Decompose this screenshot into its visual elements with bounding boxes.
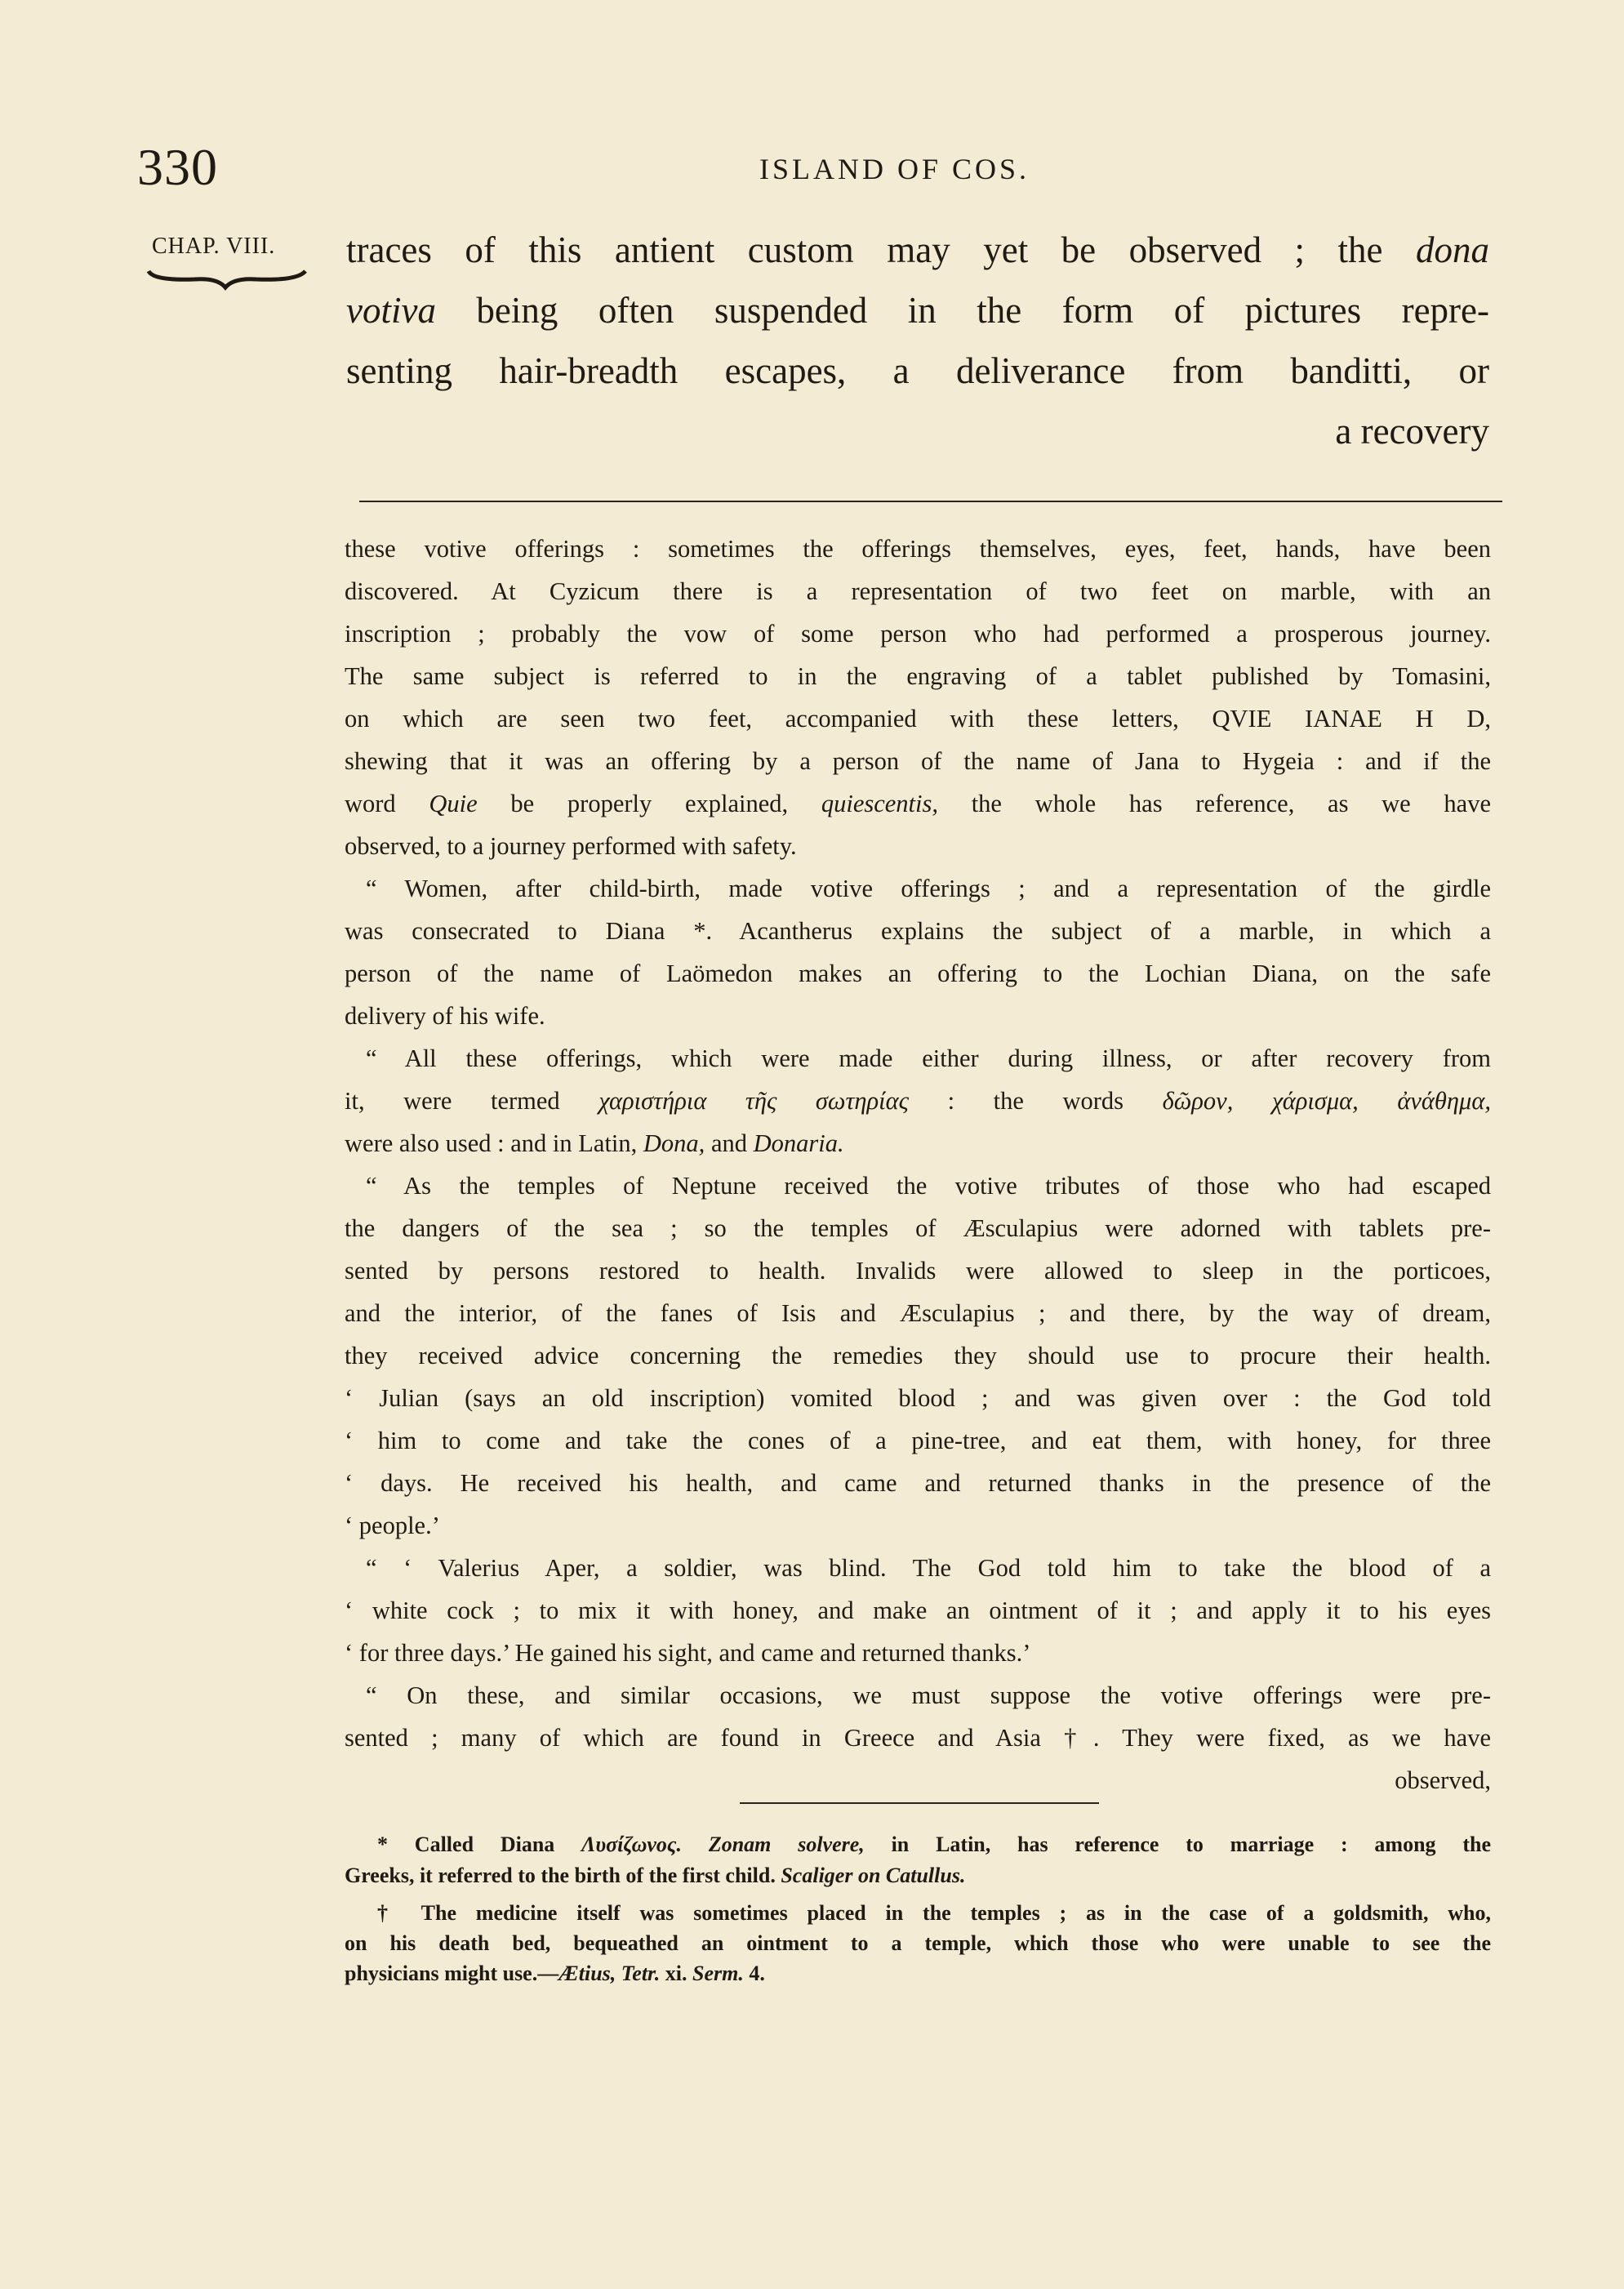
note-line-3: inscription ; probably the vow of some person who had performed a prosperous journey. bbox=[345, 620, 1491, 648]
note-line-24: ‘ people.’ bbox=[345, 1512, 440, 1539]
note-line-27: ‘ for three days.’ He gained his sight, and came and returned thanks.’ bbox=[345, 1639, 1031, 1667]
main-text-line-1: traces of this antient custom may yet be observed ; the dona bbox=[346, 229, 1489, 270]
note-line-16: “ As the temples of Neptune received the votive tributes of those who had escaped bbox=[366, 1172, 1491, 1200]
chapter-label: CHAP. VIII. bbox=[152, 234, 276, 259]
note-line-23: ‘ days. He received his health, and came and returned thanks in the presence of the bbox=[345, 1469, 1491, 1497]
chapter-brace-ornament bbox=[145, 266, 309, 294]
note-line-13: “ All these offerings, which were made either during illness, or after recovery from bbox=[366, 1044, 1491, 1072]
note-line-6: shewing that it was an offering by a person of the name of Jana to Hygeia : and if the bbox=[345, 747, 1491, 775]
note-line-8: observed, to a journey performed with safety. bbox=[345, 832, 797, 860]
note-line-5: on which are seen two feet, accompanied with these letters, QVIE IANAE H D, bbox=[345, 705, 1491, 733]
note-line-29: sented ; many of which are found in Greece and Asia †. They were fixed, as we have bbox=[345, 1724, 1491, 1752]
note-line-14: it, were termed χαριστήρια τῆς σωτηρίας : the words δῶρον, χάρισμα, ἀνάθημα, bbox=[345, 1087, 1491, 1115]
note-line-9: “ Women, after child-birth, made votive offerings ; and a representation of the girdle bbox=[366, 875, 1491, 902]
note-line-25: “ ‘ Valerius Aper, a soldier, was blind. The God told him to take the blood of a bbox=[366, 1554, 1491, 1582]
note-line-26: ‘ white cock ; to mix it with honey, and make an ointment of it ; and apply it to his eyes bbox=[345, 1597, 1491, 1624]
note-line-20: they received advice concerning the remedies they should use to procure their health. bbox=[345, 1342, 1491, 1369]
footnote-line-1: * Called Diana Λυσίζωνος. Zonam solvere, in Latin, has reference to marriage : among the bbox=[377, 1833, 1492, 1856]
note-line-4: The same subject is referred to in the engraving of a tablet published by Tomasini, bbox=[345, 662, 1491, 690]
footnote-line-3: † The medicine itself was sometimes placed in the temples ; as in the case of a goldsmith, who, bbox=[377, 1901, 1491, 1925]
note-line-17: the dangers of the sea ; so the temples of Æsculapius were adorned with tablets pre- bbox=[345, 1214, 1491, 1242]
note-line-30: observed, bbox=[1395, 1766, 1491, 1794]
note-line-19: and the interior, of the fanes of Isis and Æsculapius ; and there, by the way of dream, bbox=[345, 1299, 1491, 1327]
main-text-line-4: a recovery bbox=[1335, 411, 1489, 452]
note-line-2: discovered. At Cyzicum there is a representation of two feet on marble, with an bbox=[345, 577, 1491, 605]
note-line-21: ‘ Julian (says an old inscription) vomited blood ; and was given over : the God told bbox=[345, 1384, 1491, 1412]
main-text-line-2: votiva being often suspended in the form of pictures repre- bbox=[346, 290, 1489, 331]
footnote-line-2: Greeks, it referred to the birth of the first child. Scaliger on Catullus. bbox=[345, 1864, 966, 1887]
running-title: ISLAND OF COS. bbox=[759, 153, 1030, 185]
page-number: 330 bbox=[137, 138, 218, 196]
footnote-rule bbox=[740, 1802, 1099, 1804]
footnote-line-4: on his death bed, bequeathed an ointment to a temple, which those who were unable to see the bbox=[345, 1931, 1491, 1955]
note-line-22: ‘ him to come and take the cones of a pine-tree, and eat them, with honey, for three bbox=[345, 1427, 1491, 1454]
footnote-line-5: physicians might use.—Ætius, Tetr. xi. Serm. 4. bbox=[345, 1962, 765, 1985]
note-line-1: these votive offerings : sometimes the offerings themselves, eyes, feet, hands, have been bbox=[345, 535, 1491, 563]
separator-rule bbox=[359, 501, 1502, 502]
note-line-12: delivery of his wife. bbox=[345, 1002, 545, 1030]
note-line-28: “ On these, and similar occasions, we must suppose the votive offerings were pre- bbox=[366, 1681, 1491, 1709]
main-text-line-3: senting hair-breadth escapes, a deliverance from banditti, or bbox=[346, 350, 1489, 391]
note-line-11: person of the name of Laömedon makes an offering to the Lochian Diana, on the safe bbox=[345, 960, 1491, 987]
note-line-18: sented by persons restored to health. Invalids were allowed to sleep in the porticoes, bbox=[345, 1257, 1491, 1285]
note-line-15: were also used : and in Latin, Dona, and Donaria. bbox=[345, 1129, 844, 1157]
note-line-7: word Quie be properly explained, quiescentis, the whole has reference, as we have bbox=[345, 790, 1491, 817]
note-line-10: was consecrated to Diana *. Acantherus explains the subject of a marble, in which a bbox=[345, 917, 1491, 945]
